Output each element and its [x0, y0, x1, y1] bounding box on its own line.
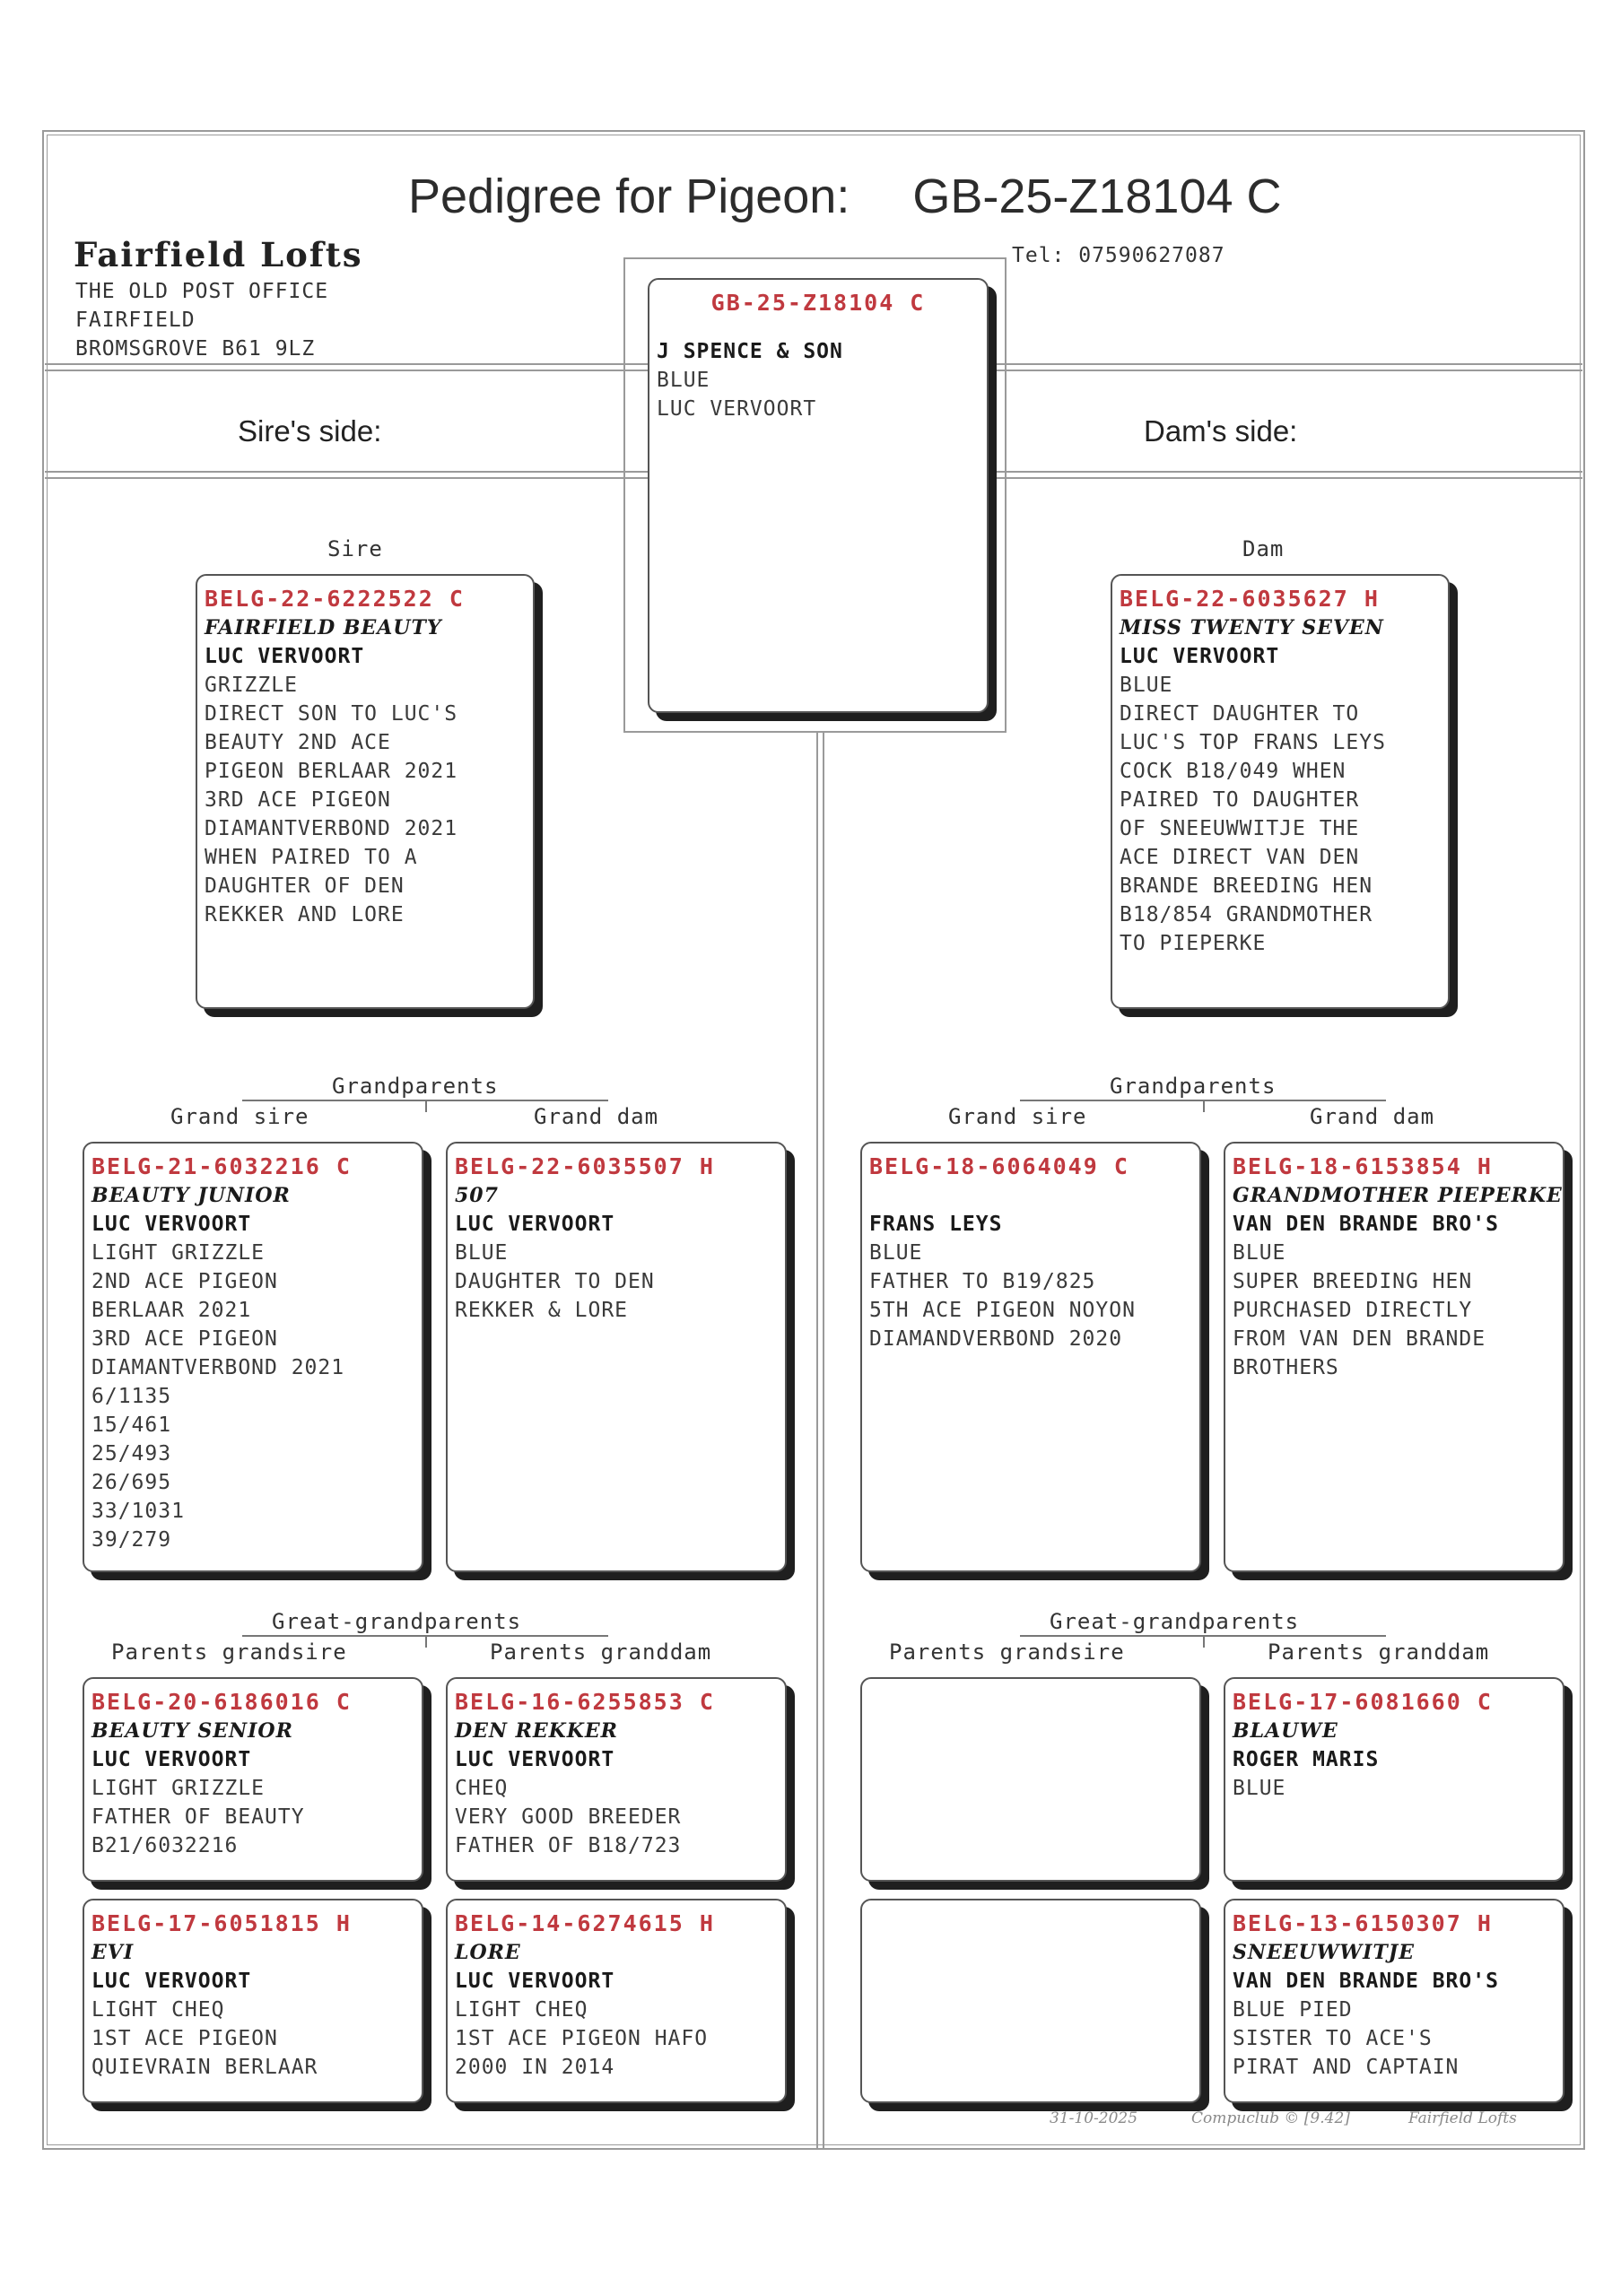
grandparent-ring: BELG-22-6035507 H — [455, 1153, 715, 1179]
grandparents-label-dam-side: Grandparents — [1110, 1074, 1277, 1099]
great-grandparent-line: B21/6032216 — [92, 1834, 239, 1857]
grandparent-card — [83, 1142, 423, 1572]
sire-line: 3RD ACE PIGEON — [205, 788, 391, 812]
dam-line: TO PIEPERKE — [1120, 932, 1267, 955]
great-grandparent-line: VERY GOOD BREEDER — [455, 1805, 682, 1829]
grand-dam-label: Grand dam — [1310, 1104, 1435, 1129]
dam-line: BRANDE BREEDING HEN — [1120, 874, 1373, 898]
grandparent-line: BROTHERS — [1233, 1356, 1339, 1379]
sire-line: DIRECT SON TO LUC'S — [205, 702, 458, 726]
child-line: LUC VERVOORT — [657, 397, 817, 421]
great-grandparent-line: FATHER OF B18/723 — [455, 1834, 682, 1857]
grandparent-name: BEAUTY JUNIOR — [92, 1184, 291, 1207]
great-grandparent-line: LIGHT GRIZZLE — [92, 1777, 266, 1800]
grandparent-breeder: VAN DEN BRANDE BRO'S — [1233, 1213, 1499, 1236]
sire-ring: BELG-22-6222522 C — [205, 586, 465, 612]
great-grandparent-name: SNEEUWWITJE — [1233, 1941, 1415, 1964]
grandparent-card — [446, 1142, 787, 1572]
title-ring: GB-25-Z18104 C — [912, 170, 1282, 223]
grandparent-line: BERLAAR 2021 — [92, 1299, 252, 1322]
dam-name: MISS TWENTY SEVEN — [1120, 616, 1384, 639]
grandparent-line: 25/493 — [92, 1442, 172, 1465]
great-grandparent-breeder: ROGER MARIS — [1233, 1748, 1380, 1771]
great-grandparent-breeder: LUC VERVOORT — [92, 1748, 252, 1771]
sire-breeder: LUC VERVOORT — [205, 645, 365, 668]
grandparents-tick — [425, 1100, 427, 1112]
dam-line: PAIRED TO DAUGHTER — [1120, 788, 1360, 812]
great-grandparent-card — [83, 1899, 423, 2103]
dam-line: B18/854 GRANDMOTHER — [1120, 903, 1373, 926]
grandparent-line: 15/461 — [92, 1413, 172, 1437]
grand-sire-label: Grand sire — [948, 1104, 1087, 1129]
dam-ring: BELG-22-6035627 H — [1120, 586, 1380, 612]
great-grandparent-line: BLUE — [1233, 1777, 1286, 1800]
great-grandparent-line: SISTER TO ACE'S — [1233, 2027, 1433, 2050]
grandparent-line: 6/1135 — [92, 1385, 172, 1408]
dam-line: COCK B18/049 WHEN — [1120, 760, 1346, 783]
great-grandparent-breeder: LUC VERVOORT — [455, 1748, 615, 1771]
great-grandparent-card — [1224, 1677, 1564, 1882]
great-grandparent-line: PIRAT AND CAPTAIN — [1233, 2056, 1460, 2079]
great-grandparent-line: 2000 IN 2014 — [455, 2056, 615, 2079]
great-grandparent-ring: BELG-20-6186016 C — [92, 1689, 352, 1715]
dam-card — [1111, 574, 1450, 1009]
great-grandparent-card — [446, 1899, 787, 2103]
great-grandparent-line: BLUE PIED — [1233, 1998, 1353, 2022]
great-grandparent-name: EVI — [92, 1941, 135, 1964]
great-grandparent-breeder: LUC VERVOORT — [455, 1970, 615, 1993]
great-grandparent-name: BLAUWE — [1233, 1719, 1338, 1743]
great-grandparent-ring: BELG-17-6081660 C — [1233, 1689, 1493, 1715]
loft-name: Fairfield Lofts — [74, 235, 363, 274]
grandparent-card — [1224, 1142, 1564, 1572]
great-grandparent-name: BEAUTY SENIOR — [92, 1719, 293, 1743]
great-grandparent-card — [446, 1677, 787, 1882]
grandparents-tick — [1203, 1100, 1205, 1112]
grandparent-line: DIAMANDVERBOND 2020 — [869, 1327, 1123, 1351]
child-ring: GB-25-Z18104 C — [710, 290, 926, 316]
grandparent-ring: BELG-18-6064049 C — [869, 1153, 1129, 1179]
great-grandparents-label-sire-side: Great-grandparents — [272, 1609, 522, 1634]
great-grandparent-card — [83, 1677, 423, 1882]
parents-granddam-label: Parents granddam — [1268, 1639, 1490, 1665]
great-grandparent-card-empty — [860, 1677, 1201, 1882]
great-grandparent-line: 1ST ACE PIGEON — [92, 2027, 278, 2050]
grandparent-line: 39/279 — [92, 1528, 172, 1552]
dam-label: Dam — [1242, 536, 1285, 561]
grandparent-line: FATHER TO B19/825 — [869, 1270, 1096, 1293]
sire-line: REKKER AND LORE — [205, 903, 405, 926]
page-title — [408, 169, 1282, 224]
great-grandparent-line: CHEQ — [455, 1777, 509, 1800]
grandparent-line: 26/695 — [92, 1471, 172, 1494]
great-grandparent-line: 1ST ACE PIGEON HAFO — [455, 2027, 709, 2050]
dam-line: BLUE — [1120, 674, 1173, 697]
sire-line: WHEN PAIRED TO A — [205, 846, 418, 869]
grandparent-line: BLUE — [869, 1241, 923, 1265]
grandparent-line: DIAMANTVERBOND 2021 — [92, 1356, 345, 1379]
grandparents-label-sire-side: Grandparents — [332, 1074, 499, 1099]
great-grandparents-tick — [425, 1635, 427, 1648]
great-grandparent-card-empty — [860, 1899, 1201, 2103]
great-grandparents-label-dam-side: Great-grandparents — [1050, 1609, 1300, 1634]
address-line: BROMSGROVE B61 9LZ — [75, 337, 316, 361]
sire-line: GRIZZLE — [205, 674, 298, 697]
grandparent-line: LIGHT GRIZZLE — [92, 1241, 266, 1265]
great-grandparent-ring: BELG-16-6255853 C — [455, 1689, 715, 1715]
dam-line: OF SNEEUWWITJE THE — [1120, 817, 1360, 840]
great-grandparent-name: LORE — [455, 1941, 521, 1964]
sire-line: PIGEON BERLAAR 2021 — [205, 760, 458, 783]
grandparent-line: DAUGHTER TO DEN — [455, 1270, 655, 1293]
sire-line: DIAMANTVERBOND 2021 — [205, 817, 458, 840]
child-line: J SPENCE & SON — [657, 340, 843, 363]
grandparent-line: FROM VAN DEN BRANDE — [1233, 1327, 1486, 1351]
grandparent-card — [860, 1142, 1201, 1572]
great-grandparent-breeder: LUC VERVOORT — [92, 1970, 252, 1993]
parents-grandsire-label: Parents grandsire — [889, 1639, 1125, 1665]
grandparent-breeder: LUC VERVOORT — [455, 1213, 615, 1236]
great-grandparent-name: DEN REKKER — [455, 1719, 618, 1743]
grandparent-name — [869, 1181, 1192, 1210]
grandparent-line: BLUE — [1233, 1241, 1286, 1265]
great-grandparent-ring: BELG-13-6150307 H — [1233, 1910, 1493, 1936]
footer-software: Compuclub © [9.42] — [1191, 2109, 1350, 2127]
grandparent-ring: BELG-18-6153854 H — [1233, 1153, 1493, 1179]
grandparent-breeder: FRANS LEYS — [869, 1213, 1003, 1236]
sire-card — [196, 574, 535, 1009]
sire-line: DAUGHTER OF DEN — [205, 874, 405, 898]
great-grandparent-ring: BELG-14-6274615 H — [455, 1910, 715, 1936]
great-grandparent-breeder: VAN DEN BRANDE BRO'S — [1233, 1970, 1499, 1993]
parents-granddam-label: Parents granddam — [490, 1639, 712, 1665]
address-line: THE OLD POST OFFICE — [75, 280, 329, 303]
dam-side-label: Dam's side: — [1144, 414, 1298, 448]
great-grandparent-line: LIGHT CHEQ — [455, 1998, 588, 2022]
grandparent-name: 507 — [455, 1184, 499, 1207]
great-grandparent-line: LIGHT CHEQ — [92, 1998, 225, 2022]
child-card — [648, 278, 989, 713]
center-divider — [816, 733, 818, 2148]
great-grandparent-line: FATHER OF BEAUTY — [92, 1805, 305, 1829]
grandparent-line: 33/1031 — [92, 1500, 185, 1523]
sire-label: Sire — [327, 536, 383, 561]
grandparent-line: 3RD ACE PIGEON — [92, 1327, 278, 1351]
title-prefix: Pedigree for Pigeon: — [408, 170, 850, 223]
child-line: BLUE — [657, 369, 710, 392]
center-divider-2 — [823, 733, 824, 2148]
grandparent-line: REKKER & LORE — [455, 1299, 629, 1322]
telephone: Tel: 07590627087 — [1012, 244, 1225, 267]
great-grandparents-tick — [1203, 1635, 1205, 1648]
dam-breeder: LUC VERVOORT — [1120, 645, 1280, 668]
parents-grandsire-label: Parents grandsire — [111, 1639, 347, 1665]
grand-sire-label: Grand sire — [170, 1104, 309, 1129]
grandparent-line: SUPER BREEDING HEN — [1233, 1270, 1473, 1293]
sire-line: BEAUTY 2ND ACE — [205, 731, 391, 754]
grandparent-breeder: LUC VERVOORT — [92, 1213, 252, 1236]
dam-line: LUC'S TOP FRANS LEYS — [1120, 731, 1386, 754]
great-grandparent-card — [1224, 1899, 1564, 2103]
footer-date: 31-10-2025 — [1050, 2109, 1138, 2127]
address-line: FAIRFIELD — [75, 309, 196, 332]
sire-side-label: Sire's side: — [238, 414, 382, 448]
grandparent-line: 2ND ACE PIGEON — [92, 1270, 278, 1293]
dam-line: DIRECT DAUGHTER TO — [1120, 702, 1360, 726]
grandparent-line: 5TH ACE PIGEON NOYON — [869, 1299, 1136, 1322]
grandparent-line: PURCHASED DIRECTLY — [1233, 1299, 1473, 1322]
grandparent-ring: BELG-21-6032216 C — [92, 1153, 352, 1179]
grand-dam-label: Grand dam — [534, 1104, 659, 1129]
footer-loft: Fairfield Lofts — [1408, 2109, 1517, 2127]
great-grandparent-line: QUIEVRAIN BERLAAR — [92, 2056, 318, 2079]
sire-name: FAIRFIELD BEAUTY — [205, 616, 442, 639]
great-grandparent-ring: BELG-17-6051815 H — [92, 1910, 352, 1936]
dam-line: ACE DIRECT VAN DEN — [1120, 846, 1360, 869]
grandparent-line: BLUE — [455, 1241, 509, 1265]
grandparent-name: GRANDMOTHER PIEPERKE — [1233, 1184, 1563, 1207]
